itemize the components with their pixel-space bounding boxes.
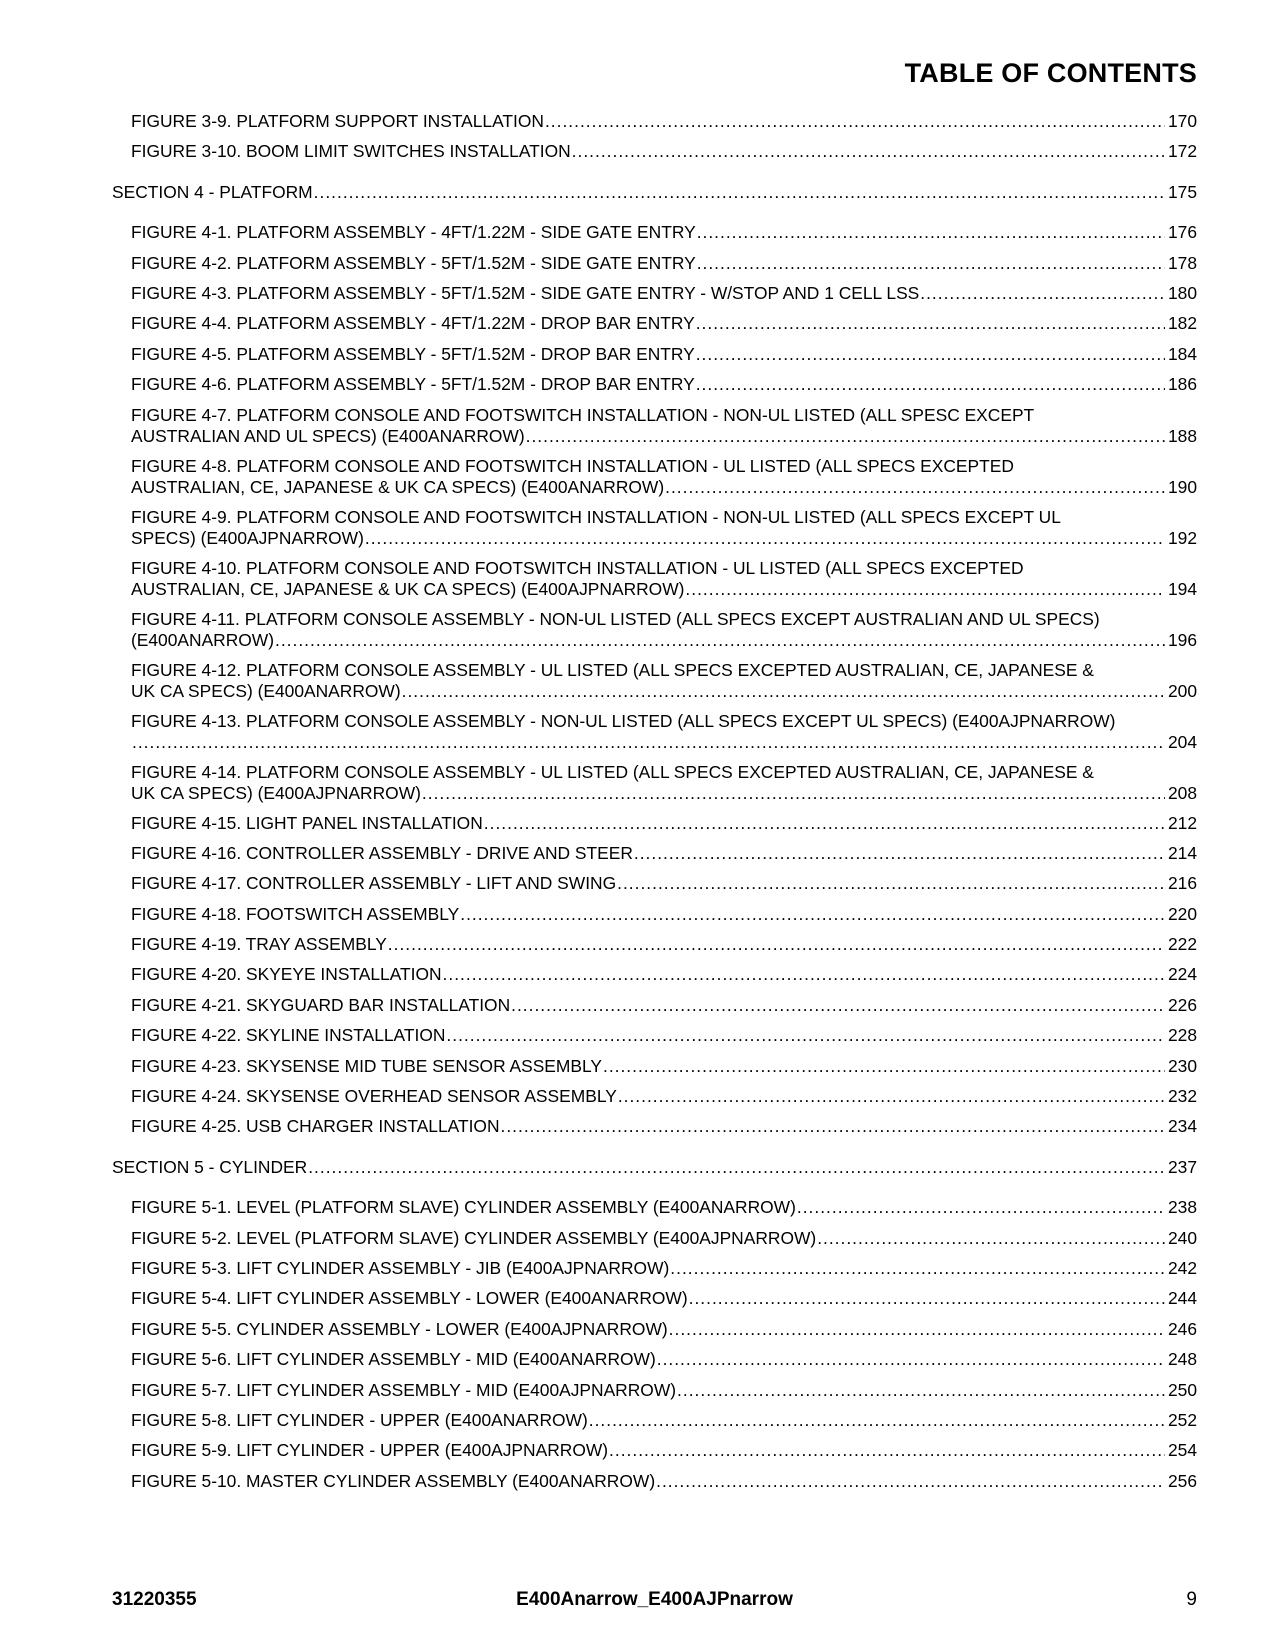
toc-entry-title: FIGURE 3-10. BOOM LIMIT SWITCHES INSTALLATION <box>131 141 571 162</box>
toc-figure-entry[interactable] <box>131 843 1197 873</box>
toc-entry-title: FIGURE 5-10. MASTER CYLINDER ASSEMBLY (E400ANARROW) <box>131 1470 656 1491</box>
toc-figure-entry[interactable] <box>131 1056 1197 1086</box>
toc-figure-entry[interactable] <box>131 283 1197 313</box>
toc-figure-entry[interactable] <box>131 313 1197 343</box>
toc-entry-title: UK CA SPECS) (E400ANARROW) <box>131 680 401 701</box>
toc-page-number: 214 <box>1167 842 1197 863</box>
toc-page-number: 250 <box>1167 1379 1197 1400</box>
dot-leader <box>501 1116 1165 1137</box>
toc-figure-entry[interactable] <box>131 762 1197 813</box>
dot-leader <box>511 995 1165 1016</box>
page-footer <box>112 1589 1197 1613</box>
dot-leader <box>665 477 1165 498</box>
toc-page-number: 190 <box>1167 476 1197 497</box>
page-title: TABLE OF CONTENTS <box>904 58 1197 88</box>
toc-figure-entry[interactable] <box>131 374 1197 404</box>
toc-figure-entry[interactable] <box>131 222 1197 252</box>
toc-figure-entry[interactable] <box>131 1116 1197 1146</box>
toc-figure-entry[interactable] <box>131 609 1197 660</box>
dot-leader <box>545 111 1165 132</box>
toc-page-number: 200 <box>1167 680 1197 701</box>
toc-entry-title: FIGURE 5-3. LIFT CYLINDER ASSEMBLY - JIB (E400AJPNARROW) <box>131 1257 670 1278</box>
toc-entry-title: AUSTRALIAN, CE, JAPANESE & UK CA SPECS) (E400AJPNARROW) <box>131 578 685 599</box>
toc-entry-title: FIGURE 4-21. SKYGUARD BAR INSTALLATION <box>131 994 511 1015</box>
toc-page-number: 176 <box>1167 222 1197 243</box>
toc-page-number: 248 <box>1167 1349 1197 1370</box>
toc-page-number: 212 <box>1167 812 1197 833</box>
toc-entry-title-line: FIGURE 4-11. PLATFORM CONSOLE ASSEMBLY - NON-UL LISTED (ALL SPECS EXCEPT AUSTRALIAN AND UL SPECS) <box>131 608 1100 629</box>
dot-leader <box>656 1471 1165 1492</box>
toc-figure-entry[interactable] <box>131 1319 1197 1349</box>
dot-leader <box>696 344 1165 365</box>
toc-entry-title: UK CA SPECS) (E400AJPNARROW) <box>131 782 421 803</box>
dot-leader <box>634 843 1165 864</box>
toc-figure-entry[interactable] <box>131 1440 1197 1470</box>
toc-page-number: 182 <box>1167 313 1197 334</box>
dot-leader <box>402 681 1165 702</box>
toc-figure-entry[interactable] <box>131 995 1197 1025</box>
toc-entry-title: FIGURE 4-19. TRAY ASSEMBLY <box>131 934 387 955</box>
dot-leader <box>617 873 1165 894</box>
dot-leader <box>275 630 1165 651</box>
toc-entry-title: FIGURE 5-6. LIFT CYLINDER ASSEMBLY - MID (E400ANARROW) <box>131 1349 656 1370</box>
toc-figure-entry[interactable] <box>131 1025 1197 1055</box>
toc-entry-title: FIGURE 5-2. LEVEL (PLATFORM SLAVE) CYLINDER ASSEMBLY (E400AJPNARROW) <box>131 1227 817 1248</box>
toc-entry-title-line: FIGURE 4-8. PLATFORM CONSOLE AND FOOTSWITCH INSTALLATION - UL LISTED (ALL SPECS EXCEPTED <box>131 455 1014 476</box>
toc-figure-entry[interactable] <box>131 964 1197 994</box>
dot-leader <box>677 1380 1165 1401</box>
toc-page-number: 252 <box>1167 1409 1197 1430</box>
toc-figure-entry[interactable] <box>131 456 1197 507</box>
toc-entry-title: FIGURE 5-8. LIFT CYLINDER - UPPER (E400ANARROW) <box>131 1409 588 1430</box>
dot-leader <box>308 1157 1165 1178</box>
dot-leader <box>422 783 1165 804</box>
toc-figure-entry[interactable] <box>131 344 1197 374</box>
toc-entry-title: FIGURE 4-15. LIGHT PANEL INSTALLATION <box>131 812 483 833</box>
toc-figure-entry[interactable] <box>131 1380 1197 1410</box>
toc-figure-entry[interactable] <box>131 1086 1197 1116</box>
toc-entry-title: AUSTRALIAN, CE, JAPANESE & UK CA SPECS) (E400ANARROW) <box>131 476 665 497</box>
dot-leader <box>618 1086 1165 1107</box>
toc-page-number: 180 <box>1167 282 1197 303</box>
toc-figure-entry[interactable] <box>131 507 1197 558</box>
toc-page-number: 234 <box>1167 1116 1197 1137</box>
dot-leader <box>526 426 1165 447</box>
toc-page-number: 186 <box>1167 374 1197 395</box>
dot-leader <box>685 579 1165 600</box>
dot-leader <box>603 1056 1165 1077</box>
toc-entry-title: FIGURE 5-4. LIFT CYLINDER ASSEMBLY - LOWER (E400ANARROW) <box>131 1288 688 1309</box>
toc-section-entry[interactable] <box>112 1157 1197 1187</box>
dot-leader <box>697 253 1165 274</box>
dot-leader <box>314 182 1165 203</box>
dot-leader <box>689 1288 1165 1309</box>
document-number: 31220355 <box>112 1589 197 1610</box>
toc-figure-entry[interactable] <box>131 253 1197 283</box>
toc-entry-title-line: FIGURE 4-14. PLATFORM CONSOLE ASSEMBLY - UL LISTED (ALL SPECS EXCEPTED AUSTRALIAN, CE, JAPANESE & <box>131 761 1094 782</box>
dot-leader <box>365 528 1165 549</box>
dot-leader <box>609 1440 1165 1461</box>
toc-page-number: 184 <box>1167 343 1197 364</box>
toc-figure-entry[interactable] <box>131 711 1197 762</box>
toc-page-number: 170 <box>1167 111 1197 131</box>
model-name: E400Anarrow_E400AJPnarrow <box>516 1589 793 1610</box>
toc-page-number: 196 <box>1167 629 1197 650</box>
toc-page-number: 172 <box>1167 141 1197 162</box>
toc-page-number: 224 <box>1167 964 1197 985</box>
dot-leader <box>670 1258 1165 1279</box>
toc-entry-title: SECTION 4 - PLATFORM <box>112 181 313 202</box>
toc-page-number: 222 <box>1167 934 1197 955</box>
toc-figure-entry[interactable] <box>131 660 1197 711</box>
toc-page-number: 256 <box>1167 1470 1197 1491</box>
toc-entry-title-line: FIGURE 4-10. PLATFORM CONSOLE AND FOOTSWITCH INSTALLATION - UL LISTED (ALL SPECS EXCEPTED <box>131 557 1024 578</box>
toc-entry-title: FIGURE 4-6. PLATFORM ASSEMBLY - 5FT/1.52M - DROP BAR ENTRY <box>131 374 695 395</box>
dot-leader <box>797 1197 1165 1218</box>
toc-entry-title-line: FIGURE 4-9. PLATFORM CONSOLE AND FOOTSWITCH INSTALLATION - NON-UL LISTED (ALL SPECS EXCEPT UL <box>131 506 1061 527</box>
toc-figure-entry[interactable] <box>131 1258 1197 1288</box>
dot-leader <box>572 141 1165 162</box>
dot-leader <box>657 1349 1165 1370</box>
toc-page-number: 216 <box>1167 873 1197 894</box>
toc-entry-title: SPECS) (E400AJPNARROW) <box>131 527 364 548</box>
toc-entry-title: FIGURE 4-16. CONTROLLER ASSEMBLY - DRIVE AND STEER <box>131 842 633 863</box>
toc-entry-title: FIGURE 4-23. SKYSENSE MID TUBE SENSOR ASSEMBLY <box>131 1055 602 1076</box>
toc-figure-entry[interactable] <box>131 904 1197 934</box>
toc-entry-title: FIGURE 4-20. SKYEYE INSTALLATION <box>131 964 442 985</box>
toc-figure-entry[interactable] <box>131 111 1197 141</box>
toc-figure-entry[interactable] <box>131 558 1197 609</box>
toc-page-number: 244 <box>1167 1288 1197 1309</box>
dot-leader <box>460 904 1165 925</box>
toc-figure-entry[interactable] <box>131 1288 1197 1318</box>
toc-entry-title-line: FIGURE 4-13. PLATFORM CONSOLE ASSEMBLY - NON-UL LISTED (ALL SPECS EXCEPT UL SPECS) (E400AJPNARROW) <box>131 710 1116 731</box>
toc-page-number: 238 <box>1167 1197 1197 1218</box>
page-number: 9 <box>1186 1589 1197 1610</box>
toc-entry-title: FIGURE 4-17. CONTROLLER ASSEMBLY - LIFT AND SWING <box>131 873 617 894</box>
table-of-contents <box>0 111 1275 1501</box>
dot-leader <box>388 934 1165 955</box>
toc-figure-entry[interactable] <box>131 1228 1197 1258</box>
toc-entry-title: FIGURE 4-22. SKYLINE INSTALLATION <box>131 1025 446 1046</box>
toc-figure-entry[interactable] <box>131 141 1197 171</box>
toc-page-number: 246 <box>1167 1318 1197 1339</box>
toc-entry-title: FIGURE 4-1. PLATFORM ASSEMBLY - 4FT/1.22M - SIDE GATE ENTRY <box>131 222 696 243</box>
dot-leader <box>669 1319 1165 1340</box>
dot-leader <box>132 732 1165 753</box>
toc-page-number: 228 <box>1167 1025 1197 1046</box>
dot-leader <box>696 374 1165 395</box>
toc-entry-title: FIGURE 5-5. CYLINDER ASSEMBLY - LOWER (E400AJPNARROW) <box>131 1318 668 1339</box>
toc-entry-title: (E400ANARROW) <box>131 629 275 650</box>
dot-leader <box>696 313 1165 334</box>
toc-entry-title: FIGURE 4-24. SKYSENSE OVERHEAD SENSOR ASSEMBLY <box>131 1086 617 1107</box>
dot-leader <box>446 1025 1165 1046</box>
toc-page-number: 175 <box>1167 181 1197 202</box>
toc-page-number: 194 <box>1167 578 1197 599</box>
toc-entry-title: FIGURE 5-9. LIFT CYLINDER - UPPER (E400AJPNARROW) <box>131 1440 609 1461</box>
dot-leader <box>443 964 1165 985</box>
toc-entry-title-line: FIGURE 4-12. PLATFORM CONSOLE ASSEMBLY - UL LISTED (ALL SPECS EXCEPTED AUSTRALIAN, CE, JAPANESE & <box>131 659 1094 680</box>
toc-figure-entry[interactable] <box>131 405 1197 456</box>
dot-leader <box>484 813 1165 834</box>
toc-figure-entry[interactable] <box>131 1410 1197 1440</box>
toc-entry-title: AUSTRALIAN AND UL SPECS) (E400ANARROW) <box>131 425 525 446</box>
toc-page-number: 240 <box>1167 1227 1197 1248</box>
toc-page-number: 208 <box>1167 782 1197 803</box>
toc-page-number: 254 <box>1167 1440 1197 1461</box>
toc-figure-entry[interactable] <box>131 873 1197 903</box>
toc-page-number: 192 <box>1167 527 1197 548</box>
toc-page-number: 230 <box>1167 1055 1197 1076</box>
toc-page-number: 220 <box>1167 903 1197 924</box>
toc-page-number: 204 <box>1167 731 1197 752</box>
toc-page-number: 178 <box>1167 252 1197 273</box>
toc-entry-title: FIGURE 5-1. LEVEL (PLATFORM SLAVE) CYLINDER ASSEMBLY (E400ANARROW) <box>131 1197 796 1218</box>
toc-figure-entry[interactable] <box>131 934 1197 964</box>
toc-entry-title: FIGURE 4-2. PLATFORM ASSEMBLY - 5FT/1.52M - SIDE GATE ENTRY <box>131 252 696 273</box>
toc-entry-title: FIGURE 4-25. USB CHARGER INSTALLATION <box>131 1116 500 1137</box>
toc-page-number: 232 <box>1167 1086 1197 1107</box>
toc-entry-title: FIGURE 4-3. PLATFORM ASSEMBLY - 5FT/1.52M - SIDE GATE ENTRY - W/STOP AND 1 CELL LSS <box>131 282 920 303</box>
dot-leader <box>920 283 1165 304</box>
toc-figure-entry[interactable] <box>131 1349 1197 1379</box>
toc-figure-entry[interactable] <box>131 1197 1197 1227</box>
toc-entry-title: SECTION 5 - CYLINDER <box>112 1156 308 1177</box>
toc-section-entry[interactable] <box>112 182 1197 212</box>
toc-page-number: 242 <box>1167 1257 1197 1278</box>
toc-entry-title: FIGURE 4-5. PLATFORM ASSEMBLY - 5FT/1.52M - DROP BAR ENTRY <box>131 343 695 364</box>
toc-page-number: 237 <box>1167 1156 1197 1177</box>
toc-entry-title: FIGURE 4-4. PLATFORM ASSEMBLY - 4FT/1.22M - DROP BAR ENTRY <box>131 313 695 334</box>
toc-entry-title-line: FIGURE 4-7. PLATFORM CONSOLE AND FOOTSWITCH INSTALLATION - NON-UL LISTED (ALL SPESC EXCEPT <box>131 404 1035 425</box>
toc-page-number: 188 <box>1167 425 1197 446</box>
dot-leader <box>817 1228 1165 1249</box>
toc-figure-entry[interactable] <box>131 1471 1197 1501</box>
toc-page-number: 226 <box>1167 994 1197 1015</box>
toc-entry-title: FIGURE 5-7. LIFT CYLINDER ASSEMBLY - MID (E400AJPNARROW) <box>131 1379 677 1400</box>
dot-leader <box>589 1410 1165 1431</box>
toc-figure-entry[interactable] <box>131 813 1197 843</box>
dot-leader <box>697 222 1165 243</box>
toc-entry-title: FIGURE 4-18. FOOTSWITCH ASSEMBLY <box>131 903 460 924</box>
toc-entry-title: FIGURE 3-9. PLATFORM SUPPORT INSTALLATION <box>131 111 544 131</box>
